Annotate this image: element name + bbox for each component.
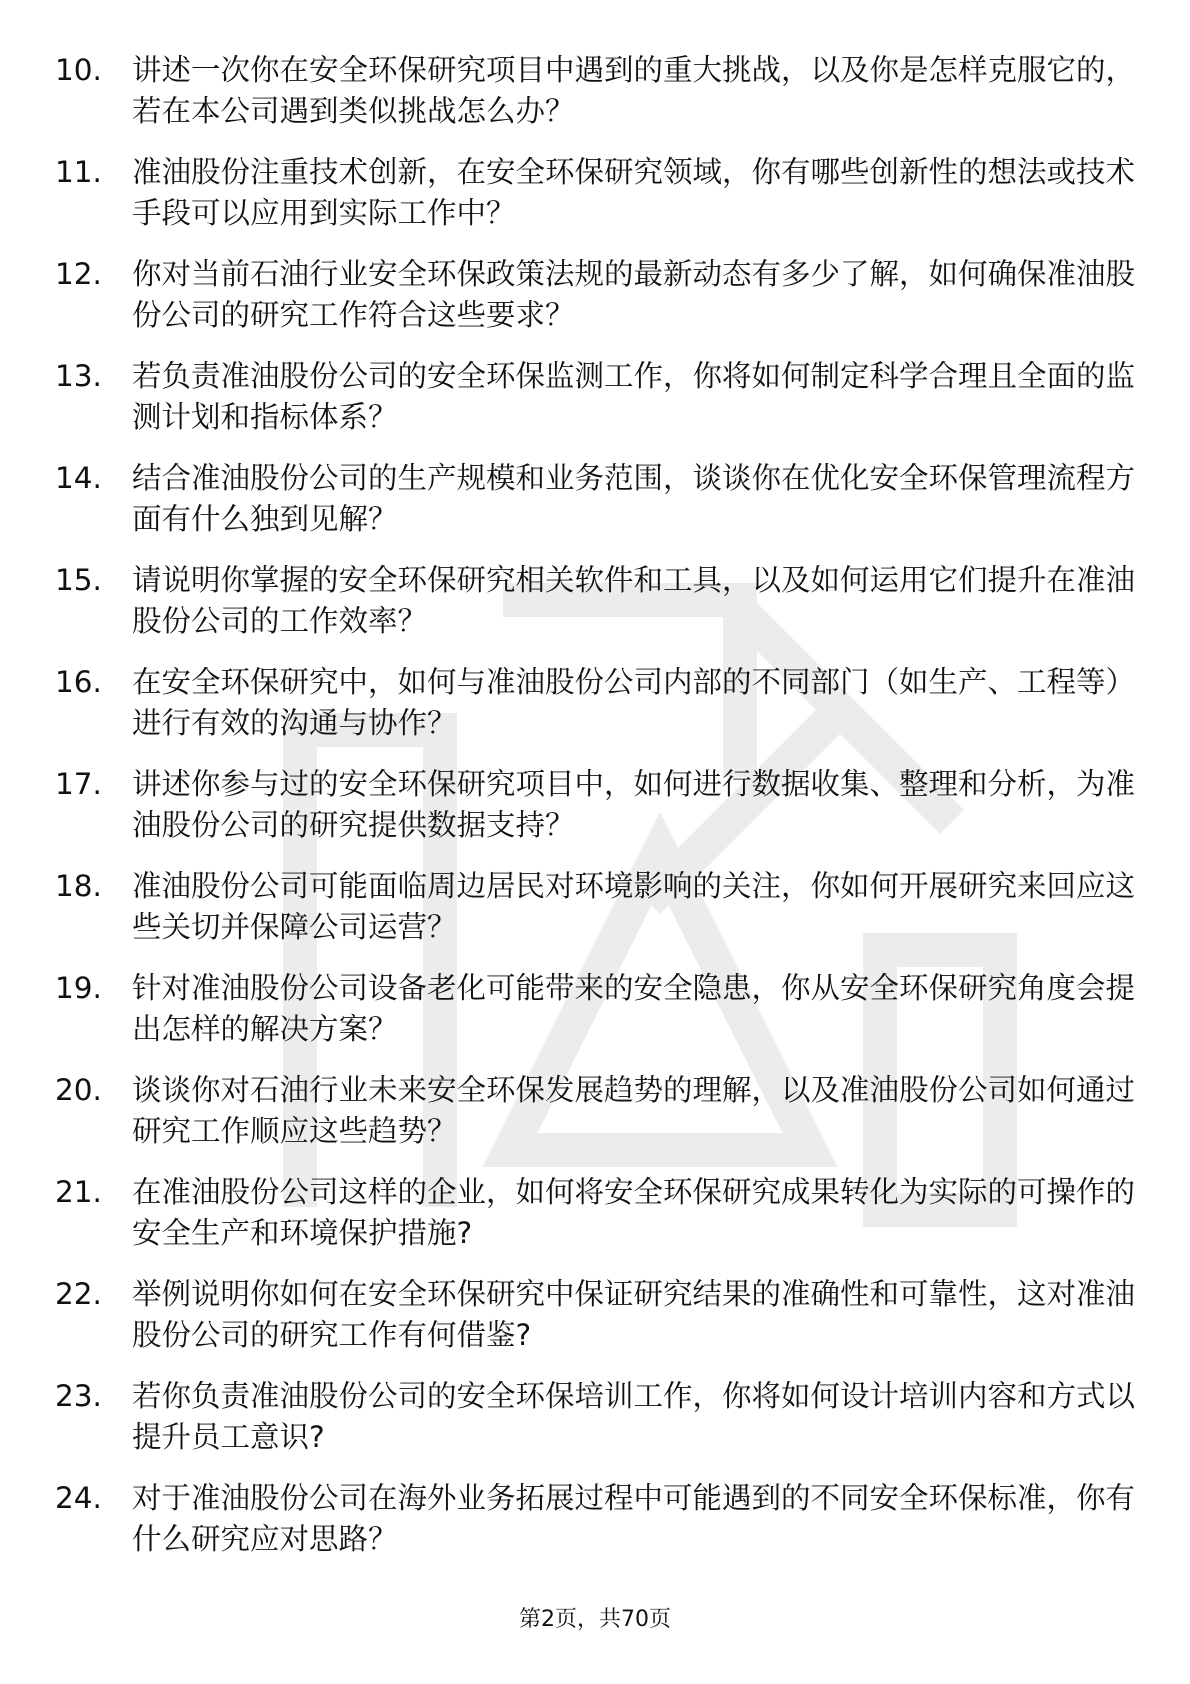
question-item <box>55 254 1135 336</box>
question-number: 13. <box>55 359 102 393</box>
question-text: 讲述你参与过的安全环保研究项目中，如何进行数据收集、整理和分析，为准油股份公司的研究提供数据支持？ <box>132 767 1136 842</box>
question-text: 准油股份公司可能面临周边居民对环境影响的关注，你如何开展研究来回应这些关切并保障公司运营？ <box>132 869 1136 944</box>
question-item <box>55 1172 1135 1254</box>
question-text: 在准油股份公司这样的企业，如何将安全环保研究成果转化为实际的可操作的安全生产和环境保护措施? <box>132 1175 1136 1250</box>
question-number: 11. <box>55 155 102 189</box>
question-item <box>55 662 1135 744</box>
question-text: 请说明你掌握的安全环保研究相关软件和工具，以及如何运用它们提升在准油股份公司的工作效率？ <box>132 563 1136 638</box>
question-item <box>55 1274 1135 1356</box>
question-item <box>55 1070 1135 1152</box>
question-text: 谈谈你对石油行业未来安全环保发展趋势的理解，以及准油股份公司如何通过研究工作顺应这些趋势？ <box>132 1073 1136 1148</box>
question-item <box>55 1478 1135 1560</box>
question-number: 22. <box>55 1277 102 1311</box>
question-number: 20. <box>55 1073 102 1107</box>
page-number: 第2页，共70页 <box>519 1607 671 1632</box>
question-text: 若你负责准油股份公司的安全环保培训工作，你将如何设计培训内容和方式以提升员工意识? <box>132 1379 1136 1454</box>
question-text: 针对准油股份公司设备老化可能带来的安全隐患，你从安全环保研究角度会提出怎样的解决方案？ <box>132 971 1136 1046</box>
question-item <box>55 356 1135 438</box>
question-number: 17. <box>55 767 102 801</box>
question-item <box>55 458 1135 540</box>
question-number: 19. <box>55 971 102 1005</box>
question-text: 若负责准油股份公司的安全环保监测工作，你将如何制定科学合理且全面的监测计划和指标体系？ <box>132 359 1136 434</box>
question-number: 10. <box>55 53 102 87</box>
question-text: 讲述一次你在安全环保研究项目中遇到的重大挑战，以及你是怎样克服它的，若在本公司遇到类似挑战怎么办？ <box>132 53 1136 128</box>
question-text: 举例说明你如何在安全环保研究中保证研究结果的准确性和可靠性，这对准油股份公司的研究工作有何借鉴? <box>132 1277 1136 1352</box>
question-item <box>55 764 1135 846</box>
question-item <box>55 1376 1135 1458</box>
question-item <box>55 50 1135 132</box>
question-list <box>55 50 1135 1580</box>
question-number: 16. <box>55 665 102 699</box>
question-text: 结合准油股份公司的生产规模和业务范围，谈谈你在优化安全环保管理流程方面有什么独到见解？ <box>132 461 1136 536</box>
question-number: 14. <box>55 461 102 495</box>
question-text: 对于准油股份公司在海外业务拓展过程中可能遇到的不同安全环保标准，你有什么研究应对思路？ <box>132 1481 1136 1556</box>
question-item <box>55 152 1135 234</box>
question-item <box>55 560 1135 642</box>
question-number: 12. <box>55 257 102 291</box>
question-text: 准油股份注重技术创新，在安全环保研究领域，你有哪些创新性的想法或技术手段可以应用到实际工作中？ <box>132 155 1136 230</box>
question-item <box>55 866 1135 948</box>
question-text: 在安全环保研究中，如何与准油股份公司内部的不同部门（如生产、工程等）进行有效的沟通与协作？ <box>132 665 1136 740</box>
question-text: 你对当前石油行业安全环保政策法规的最新动态有多少了解，如何确保准油股份公司的研究工作符合这些要求？ <box>132 257 1136 332</box>
question-number: 21. <box>55 1175 102 1209</box>
question-number: 23. <box>55 1379 102 1413</box>
question-number: 18. <box>55 869 102 903</box>
question-number: 24. <box>55 1481 102 1515</box>
question-item <box>55 968 1135 1050</box>
question-number: 15. <box>55 563 102 597</box>
